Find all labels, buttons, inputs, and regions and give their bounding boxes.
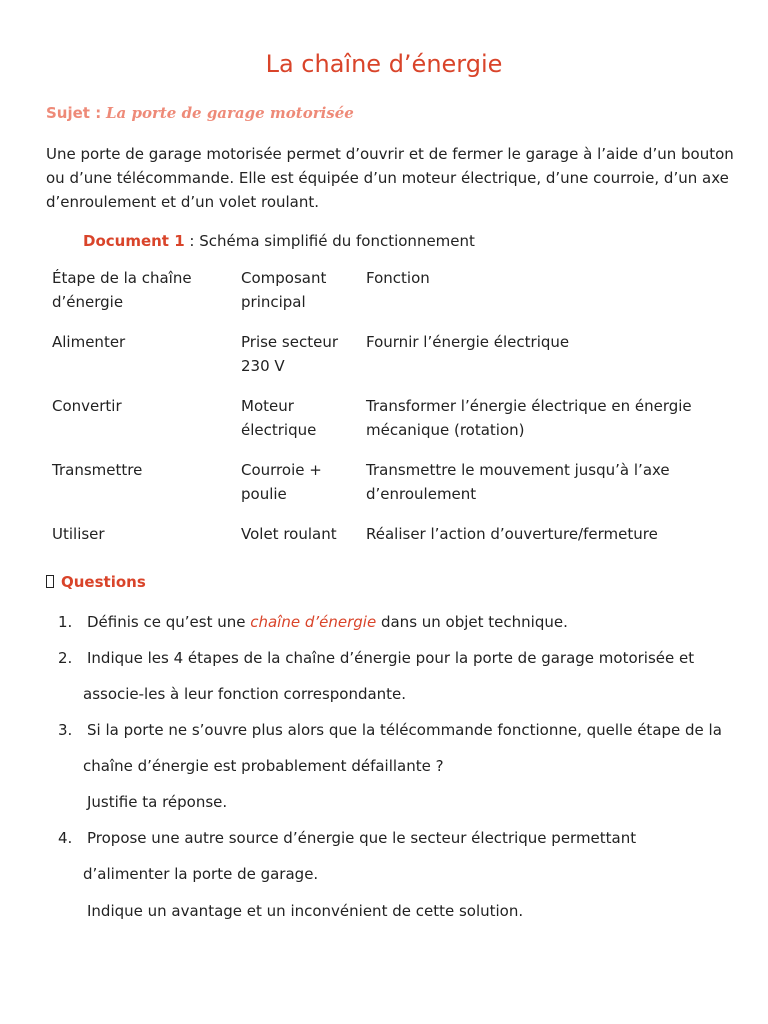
subject-line: [46, 104, 354, 122]
question-text-part: Définis ce qu’est une: [87, 613, 251, 631]
table-cell: Moteur électrique: [241, 397, 317, 439]
question-number: 1.: [58, 613, 73, 631]
question-4-line-2: d’alimenter la porte de garage.: [83, 865, 319, 883]
subject-value: La porte de garage motorisée: [105, 104, 354, 122]
table-cell: Fournir l’énergie électrique: [366, 333, 570, 351]
question-3-line-3: Justifie ta réponse.: [87, 793, 228, 811]
subject-label: Sujet :: [46, 104, 102, 122]
question-emphasis: chaîne d’énergie: [250, 613, 377, 631]
questions-heading-label: Questions: [61, 573, 146, 591]
page-title: La chaîne d’énergie: [265, 50, 503, 78]
question-2-line-2: associe-les à leur fonction correspondante.: [83, 685, 407, 703]
table-cell: Transmettre le mouvement jusqu’à l’axe d’enroulement: [366, 461, 670, 503]
table-cell: Alimenter: [52, 333, 126, 351]
question-number: 3.: [58, 721, 73, 739]
questions-heading: [46, 573, 146, 591]
table-cell: Transmettre: [52, 461, 143, 479]
table-row: [46, 518, 712, 558]
table-cell: Transformer l’énergie électrique en énergie mécanique (rotation): [366, 397, 692, 439]
table-row: [46, 326, 712, 390]
question-text-part: dans un objet technique.: [376, 613, 568, 631]
table-cell: Volet roulant: [241, 525, 337, 543]
table-header-cell: Composant principal: [241, 269, 327, 311]
document-label: Document 1: [83, 232, 185, 250]
question-2-line-1: Indique les 4 étapes de la chaîne d’énergie pour la porte de garage motorisée et: [87, 649, 695, 667]
table-header-cell: Fonction: [366, 269, 430, 287]
energy-chain-table: [46, 262, 712, 558]
question-1-text: [87, 612, 568, 632]
checkbox-icon: [46, 575, 54, 588]
intro-paragraph: Une porte de garage motorisée permet d’ouvrir et de fermer le garage à l’aide d’un bouton ou d’une télécommande. Elle est équipée d’un moteur électrique, d’une courroie, d’un axe d’enroulement et d’un volet roulant.: [46, 145, 734, 211]
table-header-row: [46, 262, 712, 326]
table-row: [46, 454, 712, 518]
table-header-cell: Étape de la chaîne d’énergie: [52, 269, 192, 311]
question-number: 4.: [58, 829, 73, 847]
question-number: 2.: [58, 649, 73, 667]
table-cell: Utiliser: [52, 525, 105, 543]
question-3-line-2: chaîne d’énergie est probablement défaillante ?: [83, 757, 444, 775]
question-3-line-1: Si la porte ne s’ouvre plus alors que la télécommande fonctionne, quelle étape de la: [87, 721, 722, 739]
table-cell: Convertir: [52, 397, 122, 415]
table-cell: Réaliser l’action d’ouverture/fermeture: [366, 525, 658, 543]
question-4-line-1: Propose une autre source d’énergie que le secteur électrique permettant: [87, 829, 637, 847]
question-4-line-3: Indique un avantage et un inconvénient de cette solution.: [87, 902, 524, 920]
table-cell: Prise secteur 230 V: [241, 333, 339, 375]
table-cell: Courroie + poulie: [241, 461, 322, 503]
document-caption: [83, 232, 475, 250]
table-row: [46, 390, 712, 454]
document-text: : Schéma simplifié du fonctionnement: [184, 232, 475, 250]
